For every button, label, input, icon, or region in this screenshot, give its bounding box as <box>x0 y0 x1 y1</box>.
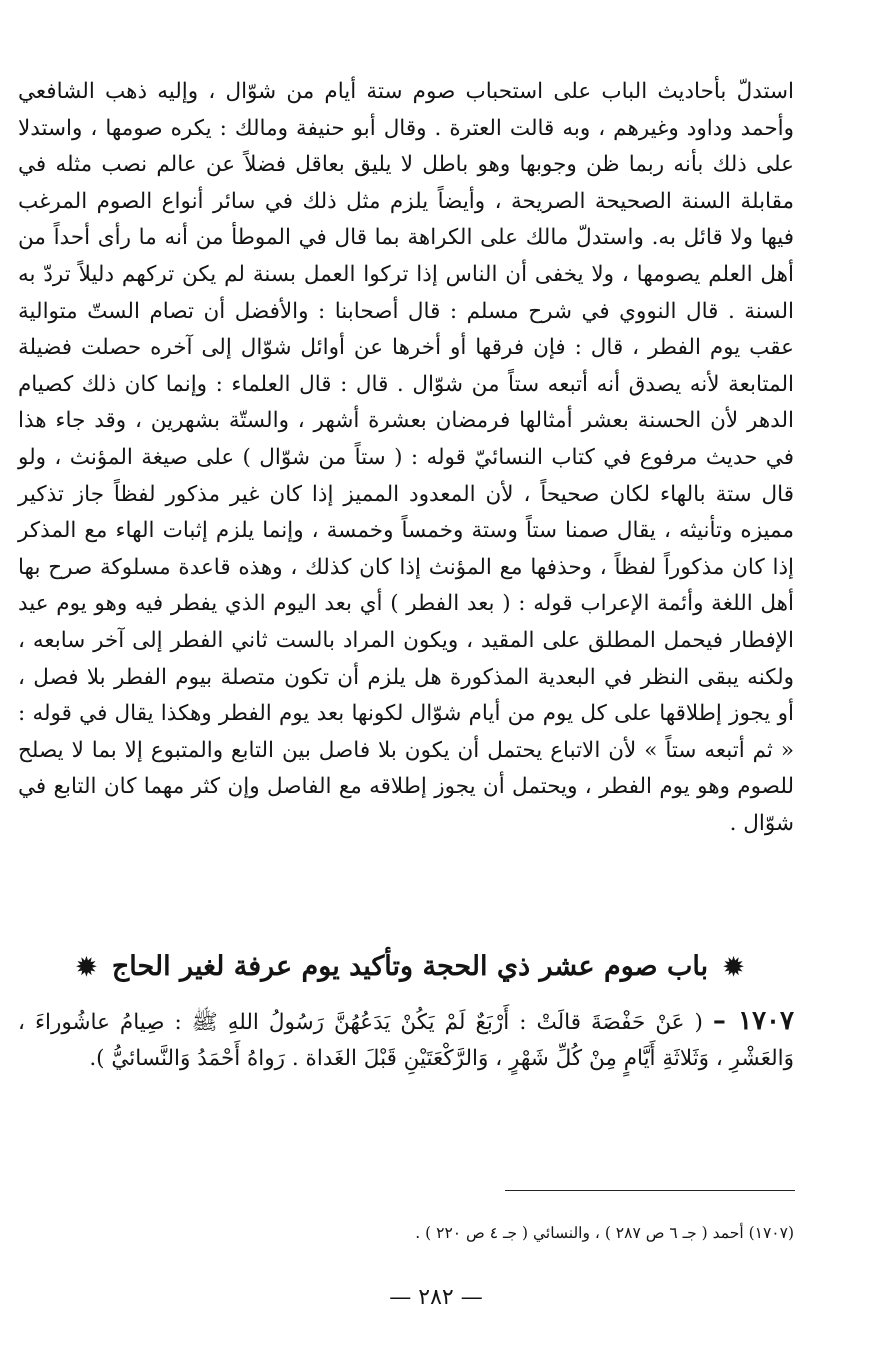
page-number: — ٢٨٢ — <box>389 1285 483 1310</box>
hadith-text: ( عَنْ حَفْصَةَ قالَتْ : أَرْبَعٌ لَمْ يَكُنْ يَدَعُهُنَّ رَسُولُ اللهِ ﷺ : صِيامُ عاشُوراءَ ، وَالعَشْرِ ، وَثَلاثَةِ أَيَّامٍ مِنْ كُلِّ شَهْرٍ ، وَالرَّكْعَتَيْنِ قَبْلَ الغَداة . رَواهُ أَحْمَدُ وَالنَّسائيُّ ). <box>18 1010 794 1071</box>
star-ornament-icon: ✹ <box>723 952 744 981</box>
star-ornament-icon: ✹ <box>76 952 97 981</box>
footnote-divider <box>505 1190 795 1191</box>
footnote: (١٧٠٧) أحمد ( جـ ٦ ص ٢٨٧ ) ، والنسائي ( جـ ٤ ص ٢٢٠ ) . <box>415 1224 794 1242</box>
commentary-paragraph: استدلّ بأحاديث الباب على استحباب صوم ستة أيام من شوّال ، وإليه ذهب الشافعي وأحمد وداود وغيرهم ، وبه قالت العترة . وقال أبو حنيفة ومالك : يكره صومها ، واستدلا على ذلك بأنه ربما ظن وجوبها وهو باطل لا يليق بعاقل فضلاً عن عالم نصب مثله في مقابلة السنة الصحيحة الصريحة ، وأيضاً يلزم مثل ذلك في سائر أنواع الصوم المرغب فيها ولا قائل به. واستدلّ مالك على الكراهة بما قال في الموطأ من أنه ما رأى أحداً من أهل العلم يصومها ، ولا يخفى أن الناس إذا تركوا العمل بسنة لم يكن تركهم دليلاً تردّ به السنة . قال النووي في شرح مسلم : قال أصحابنا : والأفضل أن تصام الستّ متوالية عقب يوم الفطر ، قال : فإن فرقها أو أخرها عن أوائل شوّال إلى آخره حصلت فضيلة المتابعة لأنه يصدق أنه أتبعه ستاً من شوّال . قال : قال العلماء : وإنما كان ذلك كصيام الدهر لأن الحسنة بعشر أمثالها فرمضان بعشرة أشهر ، والستّة بشهرين ، وقد جاء هذا في حديث مرفوع في كتاب النسائيّ قوله : ( ستاً من شوّال ) على صيغة المؤنث ، ولو قال ستة بالهاء لكان صحيحاً ، لأن المعدود المميز إذا كان غير مذكور لفظاً جاز تذكير مميزه وتأنيثه ، يقال صمنا ستاً وستة وخمساً وخمسة ، وإنما يلزم إثبات الهاء مع المذكر إذا كان مذكوراً لفظاً ، وحذفها مع المؤنث إذا كان كذلك ، وهذه قاعدة مسلوكة صرح بها أهل اللغة وأئمة الإعراب قوله : ( بعد الفطر ) أي بعد اليوم الذي يفطر فيه وهو يوم عيد الإفطار فيحمل المطلق على المقيد ، ويكون المراد بالست ثاني الفطر إلى آخر سابعه ، ولكنه يبقى النظر في البعدية المذكورة هل يلزم أن تكون متصلة بيوم الفطر بلا فصل ، أو يجوز إطلاقها على كل يوم من أيام شوّال لكونها بعد يوم الفطر وهكذا يقال في قوله : « ثم أتبعه ستاً » لأن الاتباع يحتمل أن يكون بلا فاصل بين التابع والمتبوع إلا بما لا يصلح للصوم وهو يوم الفطر ، ويحتمل أن يجوز إطلاقه مع الفاصل وإن كثر مهما كان التابع في شوّال . <box>18 79 794 836</box>
chapter-title-text: باب صوم عشر ذي الحجة وتأكيد يوم عرفة لغير الحاج <box>111 951 709 982</box>
chapter-heading <box>40 945 780 989</box>
hadith-block <box>18 1003 794 1077</box>
hadith-number: ١٧٠٧ – <box>712 1006 794 1036</box>
